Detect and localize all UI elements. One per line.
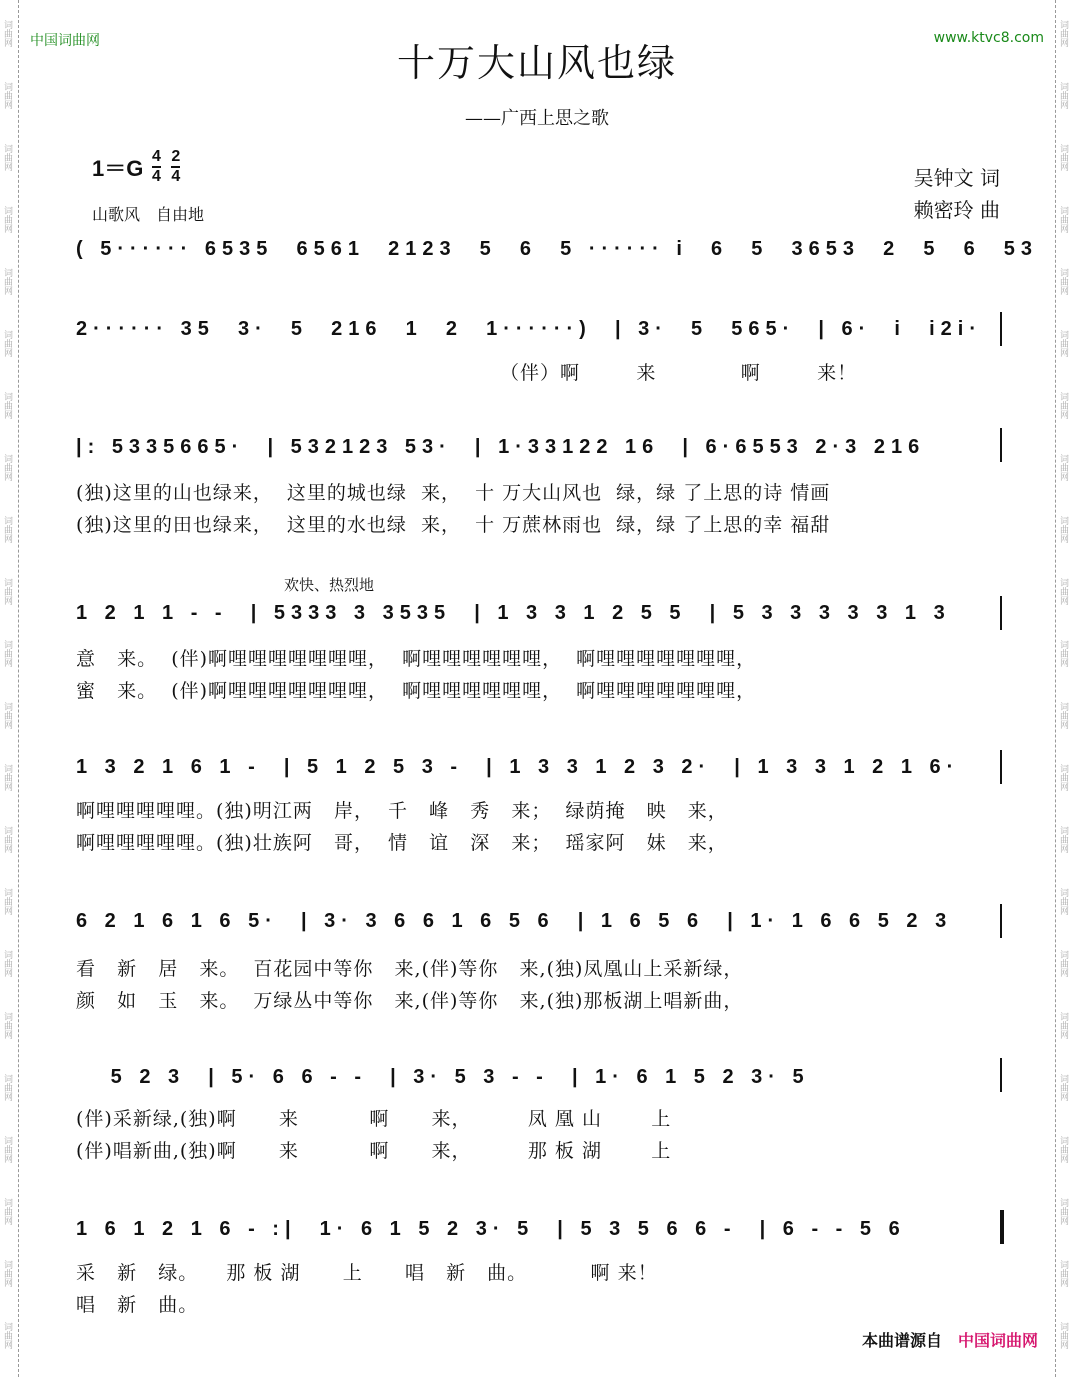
side-watermark-text: 词曲网	[1058, 640, 1068, 667]
side-watermark-text: 词曲网	[1058, 516, 1068, 543]
lyric-line-2: （伴）啊 来 啊 来！	[500, 362, 858, 384]
lyric-line-4-verse-1: 意 来。 (伴)啊哩哩哩哩哩哩哩， 啊哩哩哩哩哩哩， 啊哩哩哩哩哩哩哩，	[76, 648, 757, 670]
score-line-7: 5 2 3 | 5· 6 6 - - | 3· 5 3 - - | 1· 6 1 5 2 3· 5	[76, 1066, 810, 1088]
style-marking: 山歌风 自由地	[92, 205, 205, 224]
tempo-marking: 欢快、热烈地	[284, 576, 375, 594]
side-watermark-text: 词曲网	[2, 20, 12, 47]
time-sig-2-den: 4	[171, 168, 181, 185]
side-watermark-text: 词曲网	[2, 1260, 12, 1287]
key-signature: 1＝G	[92, 156, 144, 181]
side-watermark-text: 词曲网	[2, 1136, 12, 1163]
side-watermark-text: 词曲网	[1058, 578, 1068, 605]
song-subtitle: ——广西上思之歌	[465, 108, 609, 129]
side-watermark-text: 词曲网	[1058, 826, 1068, 853]
lyricist-credit: 吴钟文 词	[913, 166, 1000, 190]
side-watermark-text: 词曲网	[2, 640, 12, 667]
side-watermark-text: 词曲网	[2, 392, 12, 419]
side-watermark-text: 词曲网	[1058, 1136, 1068, 1163]
time-sig-1-den: 4	[152, 168, 161, 185]
side-watermark-text: 词曲网	[2, 330, 12, 357]
score-line-1: ( 5······ 6535 6561 2123 5 6 5 ······ i 6 5 3653 2 5 6 53	[76, 238, 1039, 260]
score-line-4: 1 2 1 1 - - | 5333 3 3535 | 1 3 3 1 2 5 5 | 5 3 3 3 3 3 1 3	[76, 602, 951, 624]
lyric-line-8-verse-2: 唱 新 曲。	[76, 1294, 199, 1316]
score-line-5: 1 3 2 1 6 1 - | 5 1 2 5 3 - | 1 3 3 1 2 3 2· | 1 3 3 1 2 1 6·	[76, 756, 960, 778]
side-watermark-text: 词曲网	[1058, 392, 1068, 419]
side-watermark-text: 词曲网	[2, 206, 12, 233]
lyric-line-5-verse-1: 啊哩哩哩哩哩。(独)明江两 岸， 千 峰 秀 来； 绿荫掩 映 来，	[76, 800, 728, 822]
side-watermark-text: 词曲网	[2, 888, 12, 915]
barline	[1000, 750, 1002, 784]
barline	[1000, 904, 1002, 938]
lyric-line-6-verse-2: 颜 如 玉 来。 万绿丛中等你 来,(伴)等你 来,(独)那板湖上唱新曲，	[76, 990, 744, 1012]
side-watermark-text: 词曲网	[1058, 454, 1068, 481]
lyric-line-4-verse-2: 蜜 来。 (伴)啊哩哩哩哩哩哩哩， 啊哩哩哩哩哩哩， 啊哩哩哩哩哩哩哩，	[76, 680, 757, 702]
side-watermark-text: 词曲网	[2, 1198, 12, 1225]
side-watermark-text: 词曲网	[1058, 950, 1068, 977]
side-watermark-text: 词曲网	[1058, 330, 1068, 357]
time-signature	[152, 148, 186, 186]
footer-source-label: 本曲谱源自	[861, 1331, 942, 1350]
side-watermark-text: 词曲网	[2, 454, 12, 481]
side-watermark-text: 词曲网	[1058, 206, 1068, 233]
lyric-line-3-verse-2: (独)这里的田也绿来， 这里的水也绿 来， 十 万蔗林雨也 绿，绿 了上思的幸 福甜	[76, 514, 831, 536]
side-watermark-text: 词曲网	[2, 82, 12, 109]
site-name-left[interactable]: 中国词曲网	[30, 33, 100, 49]
side-watermark-text: 词曲网	[1058, 268, 1068, 295]
side-watermark-text: 词曲网	[1058, 888, 1068, 915]
barline	[1000, 312, 1002, 346]
side-watermark-text: 词曲网	[2, 144, 12, 171]
barline	[1000, 596, 1002, 630]
footer-source	[862, 1328, 1038, 1351]
side-watermark-text: 词曲网	[2, 764, 12, 791]
side-watermark-text: 词曲网	[1058, 1198, 1068, 1225]
footer-brand[interactable]: 中国词曲网	[957, 1331, 1038, 1350]
final-barline	[1000, 1210, 1004, 1244]
right-margin-strip	[1055, 0, 1074, 1377]
side-watermark-text: 词曲网	[2, 826, 12, 853]
score-line-8: 1 6 1 2 1 6 - :| 1· 6 1 5 2 3· 5 | 5 3 5 6 6 - | 6 - - 5 6	[76, 1218, 906, 1240]
site-url-right[interactable]: www.ktvc8.com	[933, 30, 1044, 46]
side-watermark-text: 词曲网	[1058, 20, 1068, 47]
side-watermark-text: 词曲网	[1058, 1260, 1068, 1287]
side-watermark-text: 词曲网	[1058, 82, 1068, 109]
side-watermark-text: 词曲网	[1058, 144, 1068, 171]
time-sig-2-num: 2	[171, 148, 180, 168]
side-watermark-text: 词曲网	[1058, 702, 1068, 729]
side-watermark-text: 词曲网	[2, 578, 12, 605]
barline	[1000, 1058, 1002, 1092]
time-sig-1-num: 4	[152, 148, 161, 168]
side-watermark-text: 词曲网	[1058, 1012, 1068, 1039]
lyric-line-7-verse-2: (伴)唱新曲,(独)啊 来 啊 来， 那 板 湖 上	[76, 1140, 672, 1162]
side-watermark-text: 词曲网	[2, 702, 12, 729]
side-watermark-text: 词曲网	[1058, 764, 1068, 791]
side-watermark-text: 词曲网	[2, 1012, 12, 1039]
side-watermark-text: 词曲网	[1058, 1322, 1068, 1349]
side-watermark-text: 词曲网	[2, 950, 12, 977]
side-watermark-text: 词曲网	[2, 516, 12, 543]
lyric-line-3-verse-1: (独)这里的山也绿来， 这里的城也绿 来， 十 万大山风也 绿，绿 了上思的诗 情画	[76, 482, 831, 504]
song-title: 十万大山风也绿	[396, 41, 677, 85]
lyric-line-6-verse-1: 看 新 居 来。 百花园中等你 来,(伴)等你 来,(独)凤凰山上采新绿，	[76, 958, 744, 980]
barline	[1000, 428, 1002, 462]
side-watermark-text: 词曲网	[1058, 1074, 1068, 1101]
composer-credit: 赖密玲 曲	[913, 198, 1000, 222]
score-line-6: 6 2 1 6 1 6 5· | 3· 3 6 6 1 6 5 6 | 1 6 5 6 | 1· 1 6 6 5 2 3	[76, 910, 953, 932]
lyric-line-8-verse-1: 采 新 绿。 那 板 湖 上 唱 新 曲。 啊 来！	[76, 1262, 658, 1284]
side-watermark-text: 词曲网	[2, 1322, 12, 1349]
lyric-line-7-verse-1: (伴)采新绿,(独)啊 来 啊 来， 凤 凰 山 上	[76, 1108, 672, 1130]
side-watermark-text: 词曲网	[2, 1074, 12, 1101]
side-watermark-text: 词曲网	[2, 268, 12, 295]
left-margin-strip	[0, 0, 19, 1377]
lyric-line-5-verse-2: 啊哩哩哩哩哩。(独)壮族阿 哥， 情 谊 深 来； 瑶家阿 妹 来，	[76, 832, 728, 854]
score-line-2: 2······ 35 3· 5 216 1 2 1······) | 3· 5 565· | 6· i i2i·	[76, 318, 982, 340]
score-line-3: |: 5335665· | 532123 53· | 1·33122 16 | 6·6553 2·3 216	[76, 436, 926, 458]
